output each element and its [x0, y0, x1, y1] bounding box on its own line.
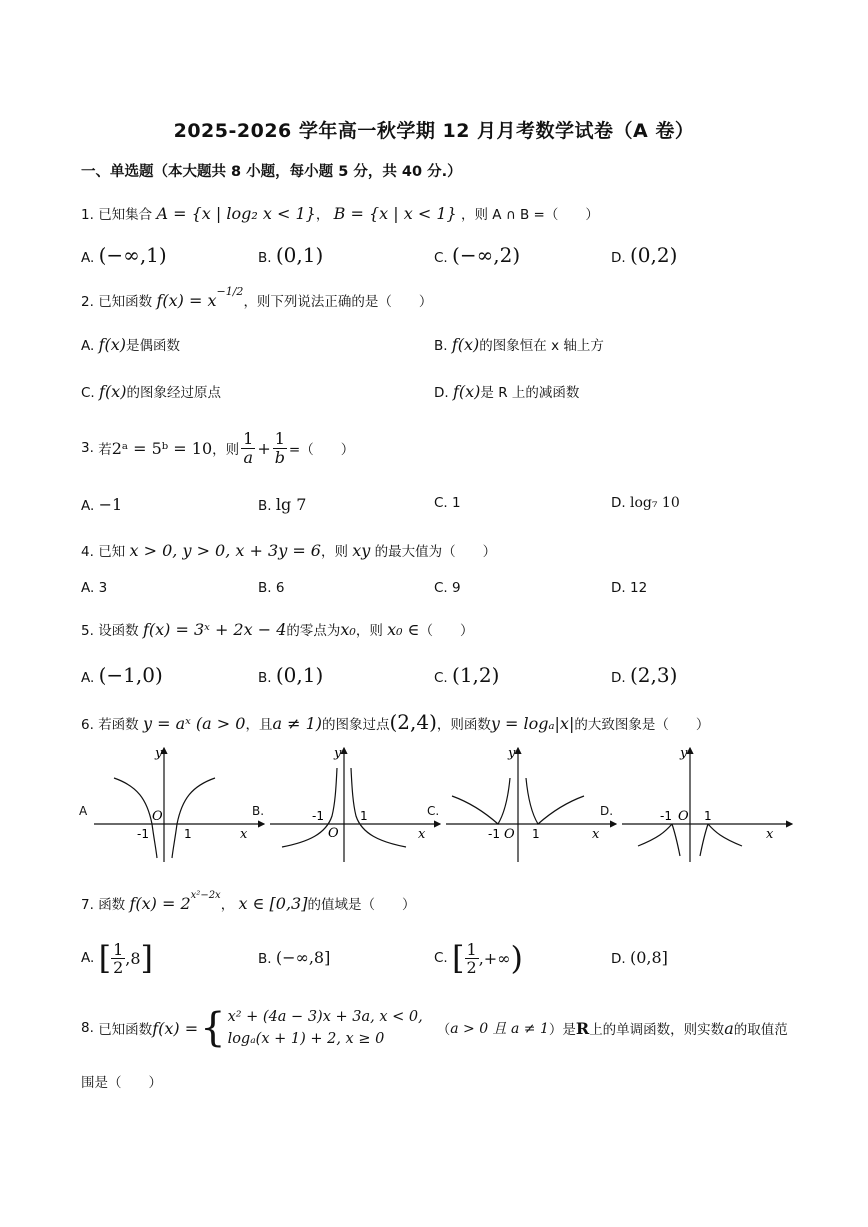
q3-option-d	[611, 495, 680, 511]
tick-pos-1: 1	[360, 809, 368, 823]
q3-option-c	[434, 495, 461, 511]
q-number: 7.	[81, 897, 94, 913]
option-label: B.	[258, 670, 272, 686]
option-rest: ,8	[125, 948, 141, 968]
q3-option-a	[81, 495, 122, 514]
graph-a	[92, 744, 272, 864]
option-value: (0,1)	[275, 243, 324, 267]
option-math: f(x)	[452, 382, 481, 401]
q-number: 4.	[81, 544, 94, 560]
denominator: 2	[466, 957, 477, 977]
fraction	[111, 941, 125, 976]
q2-option-c	[81, 381, 221, 401]
point: (2,4)	[389, 710, 437, 734]
denominator: 2	[113, 957, 124, 977]
bracket-left: [	[98, 939, 112, 977]
question-4	[81, 540, 496, 560]
q7-option-a	[81, 936, 153, 980]
option-value: (−∞,8]	[275, 948, 331, 967]
equation: 2ᵃ = 5ᵇ = 10	[111, 438, 213, 458]
function-expr: f(x) = 2	[129, 894, 191, 913]
option-value: lg 7	[275, 495, 307, 514]
option-text: 是偶函数	[126, 338, 181, 354]
option-label: A.	[81, 338, 95, 354]
q-text: 若	[98, 442, 112, 458]
x-axis-label: x	[240, 827, 248, 842]
bracket-right: )	[510, 939, 523, 977]
option-label: A.	[81, 950, 95, 966]
graph-d	[620, 744, 800, 864]
numerator: 1	[113, 939, 124, 959]
tick-neg-1: -1	[137, 827, 149, 841]
exponent: −1/2	[216, 284, 244, 298]
q5-option-d	[611, 663, 677, 687]
tick-pos-1: 1	[532, 827, 540, 841]
q-number: 5.	[81, 623, 94, 639]
y-axis-label: y	[508, 746, 516, 761]
q-text: 已知	[98, 544, 126, 560]
expression: xy	[352, 541, 371, 560]
numerator: 1	[274, 428, 285, 448]
real-set: R	[575, 1018, 590, 1038]
q2-option-d	[434, 381, 579, 401]
question-8-line-2: 围是（ ）	[81, 1075, 162, 1091]
function-expr-2: y = logₐ|x|	[490, 714, 575, 733]
option-label: A.	[81, 670, 95, 686]
x-axis-label: x	[592, 827, 600, 842]
q-text: ，且	[245, 717, 273, 733]
q5-option-a	[81, 663, 163, 687]
curve-right	[172, 778, 215, 858]
option-math: f(x)	[98, 335, 127, 354]
set-a: A = {x | log₂ x < 1}	[156, 204, 316, 223]
option-label: C.	[434, 670, 448, 686]
q7-option-c	[434, 936, 523, 980]
option-value: (−∞,1)	[98, 243, 167, 267]
question-5	[81, 619, 474, 639]
numerator: 1	[466, 939, 477, 959]
graph-b	[268, 744, 448, 864]
graph-c	[444, 744, 624, 864]
question-3	[81, 425, 354, 471]
q-text: 的最大值为（ ）	[374, 544, 497, 560]
q2-option-a	[81, 334, 180, 354]
numerator: 1	[243, 428, 254, 448]
q-text: ，则 A ∩ B =（ ）	[461, 207, 599, 223]
plus-sign: +	[257, 438, 271, 458]
q-text: ，则	[355, 623, 383, 639]
option-label: C.	[434, 250, 448, 266]
q-text: =（ ）	[288, 442, 355, 458]
q7-option-b	[258, 948, 330, 967]
option-text: 的图象经过原点	[126, 385, 221, 401]
tick-neg-1: -1	[488, 827, 500, 841]
curve-right	[351, 768, 406, 847]
curve-right	[700, 824, 742, 856]
option-label: C.	[434, 495, 448, 511]
denominator: a	[243, 447, 253, 467]
domain: x ∈ [0,3]	[238, 894, 308, 913]
section-heading: 一、单选题（本大题共 8 小题，每小题 5 分，共 40 分.）	[81, 164, 462, 180]
option-label: D.	[611, 495, 626, 511]
function-expr: f(x) =	[152, 1018, 199, 1038]
option-value: (1,2)	[452, 663, 500, 687]
membership: x₀ ∈	[387, 620, 420, 639]
q-number: 2.	[81, 294, 94, 310]
y-axis-label: y	[155, 746, 163, 761]
option-text: 的图象恒在 x 轴上方	[479, 338, 604, 354]
q2-option-b	[434, 334, 604, 354]
option-value: −1	[98, 495, 123, 514]
q-text: 的图象过点	[322, 717, 390, 733]
option-value: (0,2)	[629, 243, 678, 267]
q-text: 若函数	[98, 717, 139, 733]
brace: {	[200, 1005, 226, 1051]
tick-pos-1: 1	[184, 827, 192, 841]
option-value: (0,1)	[275, 663, 324, 687]
question-1	[81, 203, 599, 223]
q4-option-d	[611, 580, 647, 596]
q4-option-b	[258, 580, 284, 596]
page-title: 2025-2026 学年高一秋学期 12 月月考数学试卷（A 卷）	[173, 120, 695, 142]
q-text: 已知集合	[98, 207, 153, 223]
q-text: 的值域是（ ）	[307, 897, 416, 913]
q1-option-d	[611, 243, 677, 267]
q-text: ，	[315, 207, 330, 223]
fraction	[465, 941, 479, 976]
condition: a ≠ 1)	[272, 714, 322, 733]
zero-point: x₀	[340, 620, 356, 639]
q-number: 1.	[81, 207, 94, 223]
option-rest: ,+∞	[478, 948, 511, 968]
tick-neg-1: -1	[312, 809, 324, 823]
curve-left	[452, 778, 510, 824]
option-value: 1	[452, 495, 461, 511]
function-expr: y = aˣ (a > 0	[142, 714, 246, 733]
condition: x > 0, y > 0, x + 3y = 6	[129, 541, 321, 560]
q-number: 6.	[81, 717, 94, 733]
option-value: log₇ 10	[629, 495, 680, 511]
option-label: B.	[258, 250, 272, 266]
q-text: 上的单调函数，则实数	[589, 1022, 725, 1038]
option-label: D.	[434, 385, 449, 401]
option-label: B.	[258, 580, 272, 596]
q-number: 8.	[81, 1020, 94, 1036]
option-label: A.	[81, 498, 95, 514]
q5-option-b	[258, 663, 323, 687]
graph-a-label: A	[79, 804, 88, 818]
graph-c-label: C.	[427, 804, 440, 818]
question-2	[81, 284, 433, 310]
q-text: ，则	[212, 442, 240, 458]
q-text: ，则下列说法正确的是（ ）	[243, 294, 433, 310]
curve-right	[526, 778, 584, 824]
option-value: (−∞,2)	[452, 243, 521, 267]
bracket-right: ]	[140, 939, 154, 977]
option-value: 12	[629, 580, 648, 596]
graph-d-label: D.	[600, 804, 614, 818]
fraction	[273, 430, 287, 467]
option-value: (2,3)	[629, 663, 678, 687]
question-7	[81, 889, 416, 913]
option-label: D.	[611, 250, 626, 266]
function-expr: f(x) = 3ˣ + 2x − 4	[142, 620, 287, 639]
origin-label: O	[152, 809, 163, 824]
q-text: 函数	[98, 897, 126, 913]
q7-option-d	[611, 948, 668, 967]
y-axis-label: y	[334, 746, 342, 761]
q4-option-a	[81, 580, 107, 596]
q-text: ）是	[548, 1022, 576, 1038]
set-b: B = {x | x < 1}	[333, 204, 457, 223]
function-expr: f(x) = x	[156, 291, 217, 310]
q1-option-b	[258, 243, 323, 267]
q4-option-c	[434, 580, 461, 596]
option-value: (0,8]	[629, 948, 668, 967]
option-label: D.	[611, 580, 626, 596]
option-label: A.	[81, 580, 95, 596]
q-number: 3.	[81, 440, 94, 456]
option-label: C.	[81, 385, 95, 401]
y-axis-label: y	[680, 746, 688, 761]
bracket-left: [	[452, 939, 465, 977]
q-text: 已知函数	[98, 294, 153, 310]
q3-option-b	[258, 495, 306, 514]
question-6	[81, 710, 709, 734]
option-math: f(x)	[99, 382, 127, 401]
option-label: C.	[434, 950, 448, 966]
q-text: ，	[220, 897, 235, 913]
origin-label: O	[328, 826, 339, 841]
option-value: 3	[98, 580, 108, 596]
x-axis-label: x	[418, 827, 426, 842]
option-value: 6	[275, 580, 285, 596]
q-text: 已知函数	[98, 1022, 153, 1038]
piecewise-cases	[228, 1006, 423, 1050]
question-8	[81, 1003, 788, 1053]
tick-pos-1: 1	[704, 809, 712, 823]
x-axis-label: x	[766, 827, 774, 842]
q-text: 的零点为	[286, 623, 341, 639]
option-label: D.	[611, 951, 626, 967]
curve-left	[114, 778, 157, 858]
option-label: D.	[611, 670, 626, 686]
option-label: B.	[258, 951, 272, 967]
case-1: x² + (4a − 3)x + 3a, x < 0,	[227, 1009, 423, 1025]
q-text: （	[436, 1022, 451, 1038]
option-label: B.	[434, 338, 448, 354]
option-value: 9	[452, 580, 461, 596]
condition: a > 0 且 a ≠ 1	[450, 1021, 549, 1037]
option-value: (−1,0)	[98, 663, 163, 687]
q-text: 设函数	[98, 623, 139, 639]
option-label: A.	[81, 250, 95, 266]
case-2: logₐ(x + 1) + 2, x ≥ 0	[227, 1031, 385, 1047]
exponent: x²−2x	[190, 889, 221, 901]
origin-label: O	[678, 809, 689, 824]
option-math: f(x)	[451, 335, 480, 354]
q-text: ，则函数	[436, 717, 491, 733]
option-label: B.	[258, 498, 272, 514]
q-text: 的取值范	[733, 1022, 788, 1038]
variable-a: a	[724, 1018, 734, 1038]
tick-neg-1: -1	[660, 809, 672, 823]
q-text: 的大致图象是（ ）	[574, 717, 710, 733]
q-text: ，则	[320, 544, 348, 560]
origin-label: O	[504, 827, 515, 842]
denominator: b	[274, 447, 285, 467]
q5-option-c	[434, 663, 499, 687]
curve-left	[638, 824, 680, 856]
option-text: 是 R 上的减函数	[480, 385, 580, 401]
q1-option-c	[434, 243, 520, 267]
option-label: C.	[434, 580, 448, 596]
graph-b-label: B.	[252, 804, 265, 818]
q1-option-a	[81, 243, 167, 267]
fraction	[241, 430, 255, 467]
q-text: （ ）	[419, 623, 474, 639]
